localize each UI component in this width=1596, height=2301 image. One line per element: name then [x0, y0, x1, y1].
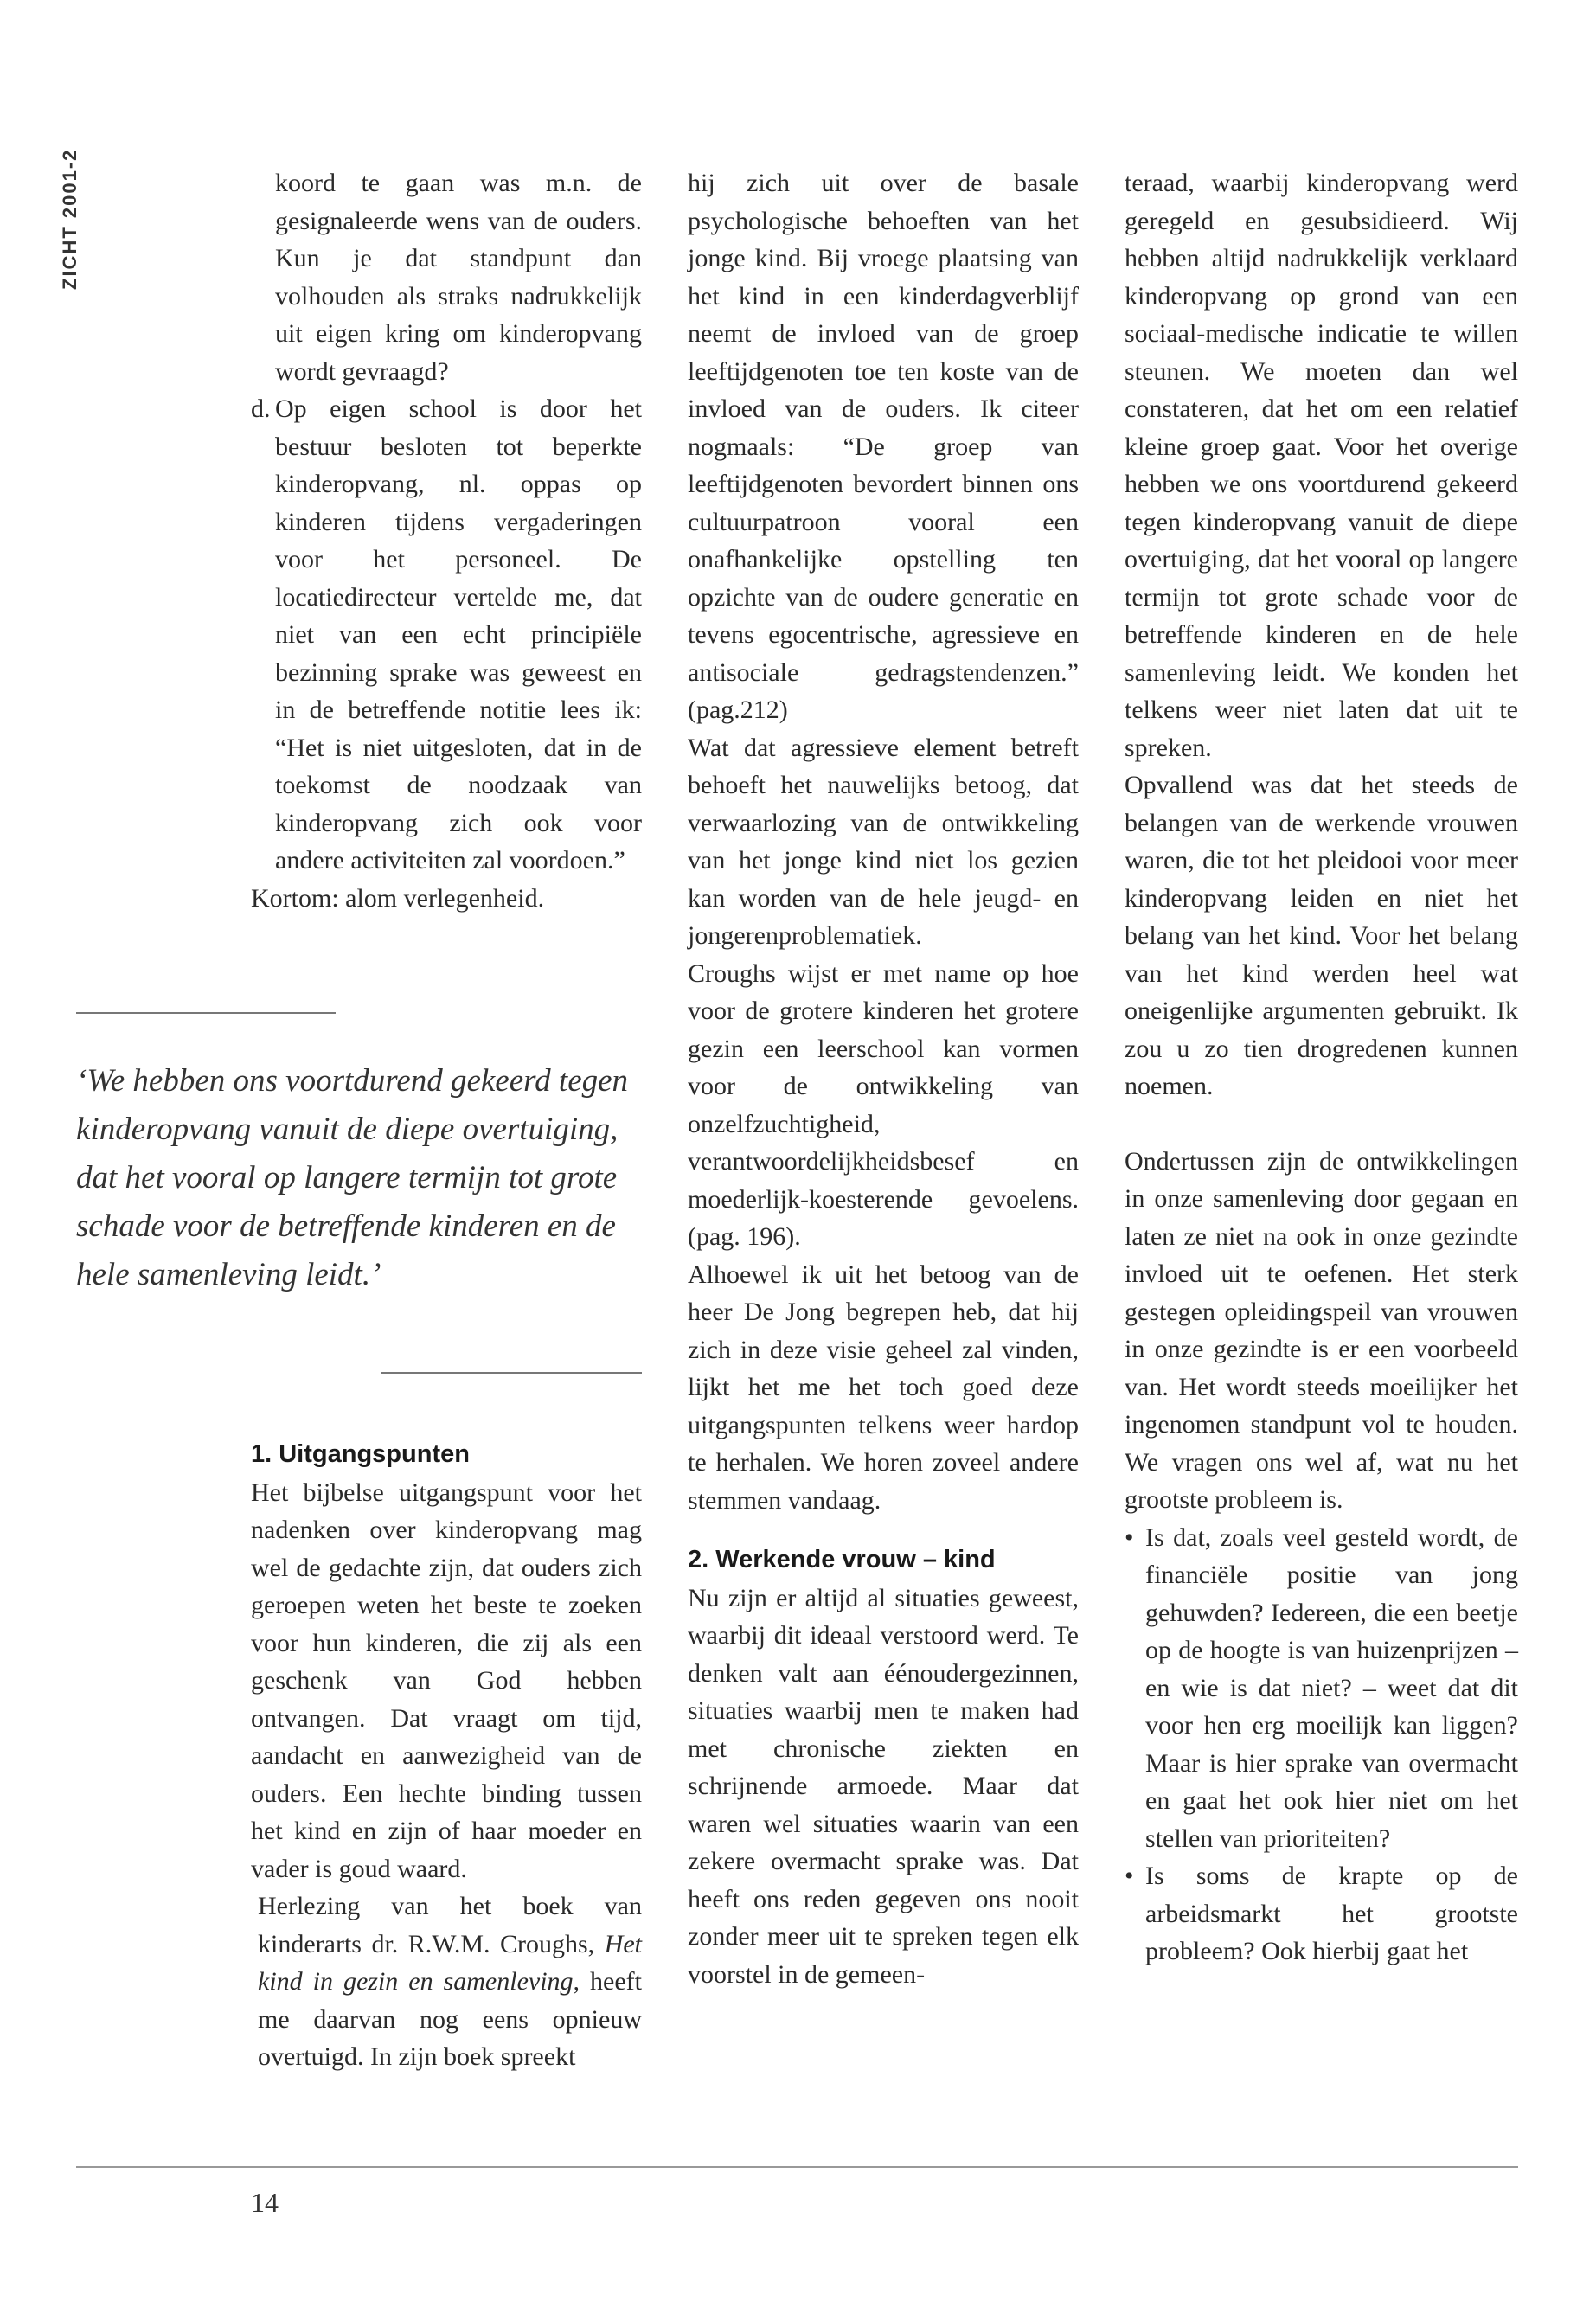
para2-text-b: heeft me daarvan nog eens opnieuw overtuigd. In zijn boek spreekt [258, 1967, 643, 2071]
page-number: 14 [251, 2187, 279, 2218]
section-1-paragraph-2 [251, 1888, 642, 2076]
col3-paragraph-1: teraad, waarbij kinderopvang werd geregeld en gesubsidieerd. Wij hebben altijd nadrukkelijk verklaard kinderopvang op grond van een sociaal-medische indicatie te willen steunen. We moeten dan wel constateren, dat het om een relatief kleine groep gaat. Voor het overige hebben we ons voortdurend gekeerd tegen kinderopvang vanuit de diepe overtuiging, dat het vooral op langere termijn tot grote schade voor de betreffende kinderen en de hele samenleving leidt. We konden het telkens weer niet laten dat uit te spreken. [1125, 169, 1518, 762]
col2-paragraph-5: Nu zijn er altijd al situaties geweest, waarbij dit ideaal verstoord werd. Te denken valt aan éénoudergezinnen, situaties waarbij men te maken had met chronische ziekten en schrijnende armoede. Maar dat waren wel situaties waarin van een zekere overmacht sprake was. Dat heeft ons reden gegeven ons nooit zonder meer uit te spreken tegen elk voorstel in de gemeen- [688, 1583, 1079, 1989]
list-item-d-label: d. [251, 394, 271, 423]
bullet-item-1 [1125, 1519, 1518, 1858]
para2-text-a: Herlezing van het boek van kinderarts dr. R.W.M. Croughs, [258, 1892, 642, 1958]
column-2 [688, 164, 1079, 1993]
col2-paragraph-1: hij zich uit over de basale psychologische behoeften van het jonge kind. Bij vroege plaatsing van het kind in een kinderdagverblijf neemt de invloed van de groep leeftijdgenoten toe ten koste van de invloed van de ouders. Ik citeer nogmaals: “De groep van leeftijdgenoten bevordert binnen ons cultuurpatroon vooral een onafhankelijke opstelling ten opzichte van de oudere generatie en tevens egocentrische, agressieve en antisociale gedragstendenzen.” (pag.212) [688, 169, 1079, 724]
footer-rule [76, 2166, 1518, 2168]
col2-paragraph-4: Alhoewel ik uit het betoog van de heer De Jong begrepen heb, dat hij zich in deze visie geheel zal vinden, lijkt het me het toch goed deze uitgangspunten telkens weer hardop te herhalen. We horen zoveel andere stemmen vandaag. [688, 1259, 1079, 1515]
bullet-icon: • [1125, 1862, 1134, 1890]
bullet-item-2 [1125, 1857, 1518, 1971]
section-1-paragraph-1: Het bijbelse uitgangspunt voor het nadenken over kinderopvang mag wel de gedachte zijn, dat ouders zich geroepen weten het beste te zoeken voor hun kinderen, die zij als een geschenk van God hebben ontvangen. Dat vraagt om tijd, aandacht en aanwezigheid van de ouders. Een hechte binding tussen het kind en zijn of haar moeder en vader is goud waard. [251, 1477, 642, 1883]
running-head: ZICHT 2001-2 [59, 148, 80, 290]
pullquote-rule-bottom [381, 1372, 642, 1374]
col3-paragraph-3: Ondertussen zijn de ontwikkelingen in onze samenleving door gegaan en laten ze niet na ook in onze gezindte invloed uit te oefenen. Het sterk gestegen opleidingspeil van vrouwen in onze gezindte is er een voorbeeld van. Het wordt steeds moeilijker het ingenomen standpunt vol te houden. We vragen ons wel af, wat nu het grootste probleem is. [1125, 1146, 1518, 1514]
bullet-text-1: Is dat, zoals veel gesteld wordt, de financiële positie van jong gehuwden? Iedereen, die een beetje op de hoogte is van huizenprijzen – en wie is dat niet? – weet dat dit voor hen erg moeilijk kan liggen? Maar is hier sprake van overmacht en gaat het ook hier niet om het stellen van prioriteiten? [1145, 1522, 1518, 1853]
pullquote: ‘We hebben ons voortdurend gekeerd tegen kinderopvang vanuit de diepe overtuiging, dat het vooral op langere termijn tot grote schade voor de betreffende kinderen en de hele samenleving leidt.’ [76, 1063, 629, 1292]
col2-paragraph-2: Wat dat agressieve element betreft behoeft het nauwelijks betoog, dat verwaarlozing van de ontwikkeling van het jonge kind niet los gezien kan worden van de hele jeugd- en jongerenproblematiek. [688, 733, 1079, 950]
book-title: Het kind in gezin en samenleving, [258, 1929, 643, 1996]
bullet-icon: • [1125, 1522, 1134, 1552]
kortom-line: Kortom: alom verlegenheid. [251, 883, 545, 913]
section-heading-2: 2. Werkende vrouw – kind [688, 1546, 996, 1574]
pullquote-rule-top [76, 1012, 336, 1014]
paragraph-gap [1125, 1106, 1518, 1143]
bullet-text-2: Is soms de krapte op de arbeidsmarkt het grootste probleem? Ook hierbij gaat het [1145, 1862, 1518, 1965]
list-item-d [251, 390, 642, 880]
col2-paragraph-3: Croughs wijst er met name op hoe voor de grotere kinderen het grotere gezin een leerschool kan vormen voor de ontwikkeling van onzelfzuchtigheid, verantwoordelijkheidsbesef en moederlijk-koesterende gevoelens. (pag. 196). [688, 958, 1079, 1251]
column-3 [1125, 164, 1518, 1971]
col3-paragraph-2: Opvallend was dat het steeds de belangen van de werkende vrouwen waren, die tot het pleidooi voor meer kinderopvang leiden en niet het belang van het kind. Voor het belang van het kind werden heel wat oneigenlijke argumenten gebruikt. Ik zou u zo tien drogredenen kunnen noemen. [1125, 771, 1518, 1100]
column-1-lower [251, 1436, 642, 2076]
column-1 [251, 164, 642, 917]
list-item-d-text: Op eigen school is door het bestuur besloten tot beperkte kinderopvang, nl. oppas op kinderen tijdens vergaderingen voor het personeel. De locatiedirecteur vertelde me, dat niet van een echt principiële bezinning sprake was geweest en in de betreffende notitie lees ik: “Het is niet uitgesloten, dat in de toekomst de noodzaak van kinderopvang zich ook voor andere activiteiten zal voordoen.” [275, 394, 642, 875]
paragraph-c-continued: koord te gaan was m.n. de gesignaleerde wens van de ouders. Kun je dat standpunt dan volhouden als straks nadrukkelijk uit eigen kring om kinderopvang wordt gevraagd? [275, 169, 642, 386]
section-heading-1: 1. Uitgangspunten [251, 1440, 470, 1468]
